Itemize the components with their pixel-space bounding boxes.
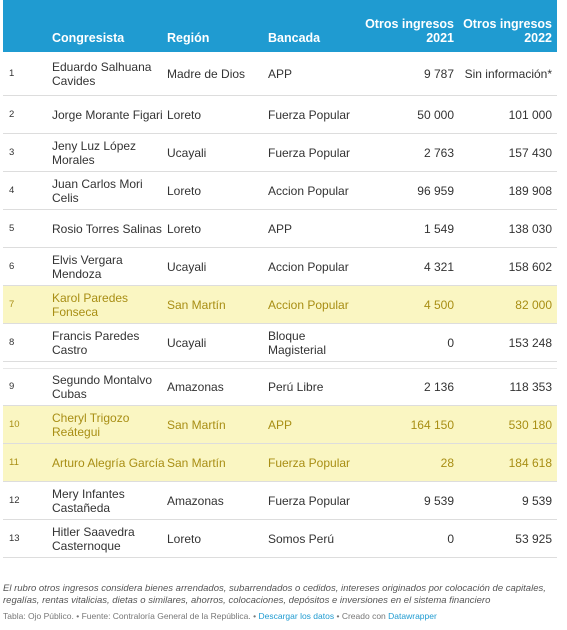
footnote: El rubro otros ingresos considera bienes arrendados, subarrendados o cedidos, intereses originados por colocación de capitales, regalías, rentas vitalicias, dietas o similares, ahorros, colocaciones, depósitos e inversiones en el sistema financiero [3, 583, 546, 606]
cell-bancada: Fuerza Popular [268, 145, 351, 160]
cell-bancada: Somos Perú [268, 531, 335, 546]
cell-otros-2021: 0 [447, 531, 454, 546]
cell-otros-2021: 0 [447, 335, 454, 350]
created-with-label: Creado con [341, 611, 386, 621]
cell-otros-2022: 82 000 [515, 297, 552, 312]
row-number: 2 [9, 108, 15, 120]
cell-otros-2021: 4 321 [423, 259, 454, 274]
cell-otros-2022: 530 180 [508, 417, 552, 432]
cell-congresista: Francis Paredes Castro [52, 328, 140, 357]
cell-congresista: Elvis Vergara Mendoza [52, 252, 123, 281]
cell-congresista: Mery Infantes Castañeda [52, 486, 125, 515]
download-data-link[interactable]: Descargar los datos [258, 611, 335, 621]
header-otros-2021[interactable]: Otros ingresos 2021 [365, 17, 454, 45]
cell-region: Loreto [167, 183, 202, 198]
cell-congresista: Rosio Torres Salinas [52, 221, 162, 236]
table-row [3, 520, 557, 558]
cell-bancada: Accion Popular [268, 183, 349, 198]
cell-region: Amazonas [167, 493, 224, 508]
row-number: 10 [9, 418, 20, 430]
row-number: 1 [9, 67, 15, 79]
cell-congresista: Jeny Luz López Morales [52, 138, 137, 167]
row-number: 4 [9, 184, 15, 196]
cell-otros-2021: 96 959 [417, 183, 454, 198]
cell-region: San Martín [167, 297, 226, 312]
separator: • [253, 611, 257, 621]
header-bancada[interactable]: Bancada [268, 31, 321, 45]
table-row [3, 172, 557, 210]
cell-region: Loreto [167, 531, 202, 546]
cell-otros-2021: 50 000 [417, 107, 454, 122]
row-number: 6 [9, 260, 15, 272]
cell-otros-2022: 158 602 [508, 259, 552, 274]
table-row [3, 134, 557, 172]
header-otros-2022[interactable]: Otros ingresos 2022 [463, 17, 552, 45]
separator: • [76, 611, 80, 621]
cell-congresista: Arturo Alegría García [52, 455, 165, 470]
cell-bancada: APP [268, 221, 293, 236]
table-body [3, 52, 557, 558]
cell-otros-2021: 2 763 [423, 145, 454, 160]
cell-otros-2021: 28 [440, 455, 454, 470]
cell-congresista: Juan Carlos Mori Celis [52, 176, 143, 205]
cell-otros-2021: 4 500 [423, 297, 454, 312]
cell-otros-2022: 101 000 [508, 107, 552, 122]
cell-otros-2022: 9 539 [521, 493, 552, 508]
cell-bancada: Accion Popular [268, 259, 349, 274]
row-number: 13 [9, 532, 20, 544]
table-row [3, 324, 557, 362]
credits-line [3, 611, 557, 621]
cell-bancada: Bloque Magisterial [268, 328, 327, 357]
table-row [3, 210, 557, 248]
cell-otros-2021: 9 787 [423, 66, 454, 81]
table-footer [3, 583, 557, 621]
header-number [3, 45, 52, 52]
table-row [3, 286, 557, 324]
row-number: 3 [9, 146, 15, 158]
cell-region: Amazonas [167, 380, 224, 394]
cell-bancada: APP [268, 417, 293, 432]
cell-region: Madre de Dios [167, 66, 246, 81]
cell-congresista: Segundo Montalvo Cubas [52, 373, 153, 401]
cell-congresista: Cheryl Trigozo Reátegui [52, 410, 130, 439]
cell-bancada: Fuerza Popular [268, 455, 351, 470]
separator: • [336, 611, 340, 621]
table-row [3, 368, 557, 406]
data-table [3, 0, 557, 558]
cell-otros-2022: 153 248 [508, 335, 552, 350]
table-row [3, 444, 557, 482]
cell-region: Loreto [167, 107, 202, 122]
row-number: 11 [9, 456, 19, 468]
table-row [3, 248, 557, 286]
cell-congresista: Jorge Morante Figari [52, 107, 163, 122]
cell-region: San Martín [167, 417, 226, 432]
cell-otros-2022: 184 618 [508, 455, 552, 470]
header-region[interactable]: Región [167, 31, 210, 45]
datawrapper-link[interactable]: Datawrapper [388, 611, 437, 621]
cell-otros-2021: 9 539 [423, 493, 454, 508]
cell-bancada: Fuerza Popular [268, 107, 351, 122]
cell-region: Ucayali [167, 259, 207, 274]
header-congresista[interactable]: Congresista [52, 31, 125, 45]
credit-table: Tabla: Ojo Público. [3, 611, 74, 621]
cell-congresista: Eduardo Salhuana Cavides [52, 59, 152, 88]
cell-congresista: Hitler Saavedra Casternoque [52, 524, 135, 553]
cell-otros-2022: 118 353 [509, 380, 552, 394]
table-row [3, 96, 557, 134]
cell-region: Ucayali [167, 145, 207, 160]
table-header [3, 0, 557, 52]
row-number: 7 [9, 298, 15, 310]
table-row [3, 406, 557, 444]
cell-otros-2022: 189 908 [508, 183, 552, 198]
cell-otros-2021: 1 549 [423, 221, 454, 236]
credit-source: Fuente: Contraloría General de la República. [81, 611, 251, 621]
table-row [3, 52, 557, 96]
cell-bancada: APP [268, 66, 293, 81]
cell-congresista: Karol Paredes Fonseca [52, 290, 129, 319]
cell-otros-2022: 157 430 [508, 145, 552, 160]
cell-bancada: Fuerza Popular [268, 493, 351, 508]
cell-region: Loreto [167, 221, 202, 236]
cell-bancada: Perú Libre [268, 380, 324, 394]
cell-region: Ucayali [167, 335, 207, 350]
cell-bancada: Accion Popular [268, 297, 349, 312]
cell-otros-2021: 164 150 [410, 417, 454, 432]
table-row [3, 482, 557, 520]
row-number: 5 [9, 222, 15, 234]
cell-otros-2022: 138 030 [508, 221, 552, 236]
cell-otros-2021: 2 136 [423, 380, 454, 394]
row-number: 8 [9, 336, 15, 348]
row-number: 9 [9, 381, 15, 392]
cell-region: San Martín [167, 455, 226, 470]
row-number: 12 [9, 494, 20, 506]
cell-otros-2022: Sin información* [464, 66, 552, 81]
cell-otros-2022: 53 925 [515, 531, 552, 546]
